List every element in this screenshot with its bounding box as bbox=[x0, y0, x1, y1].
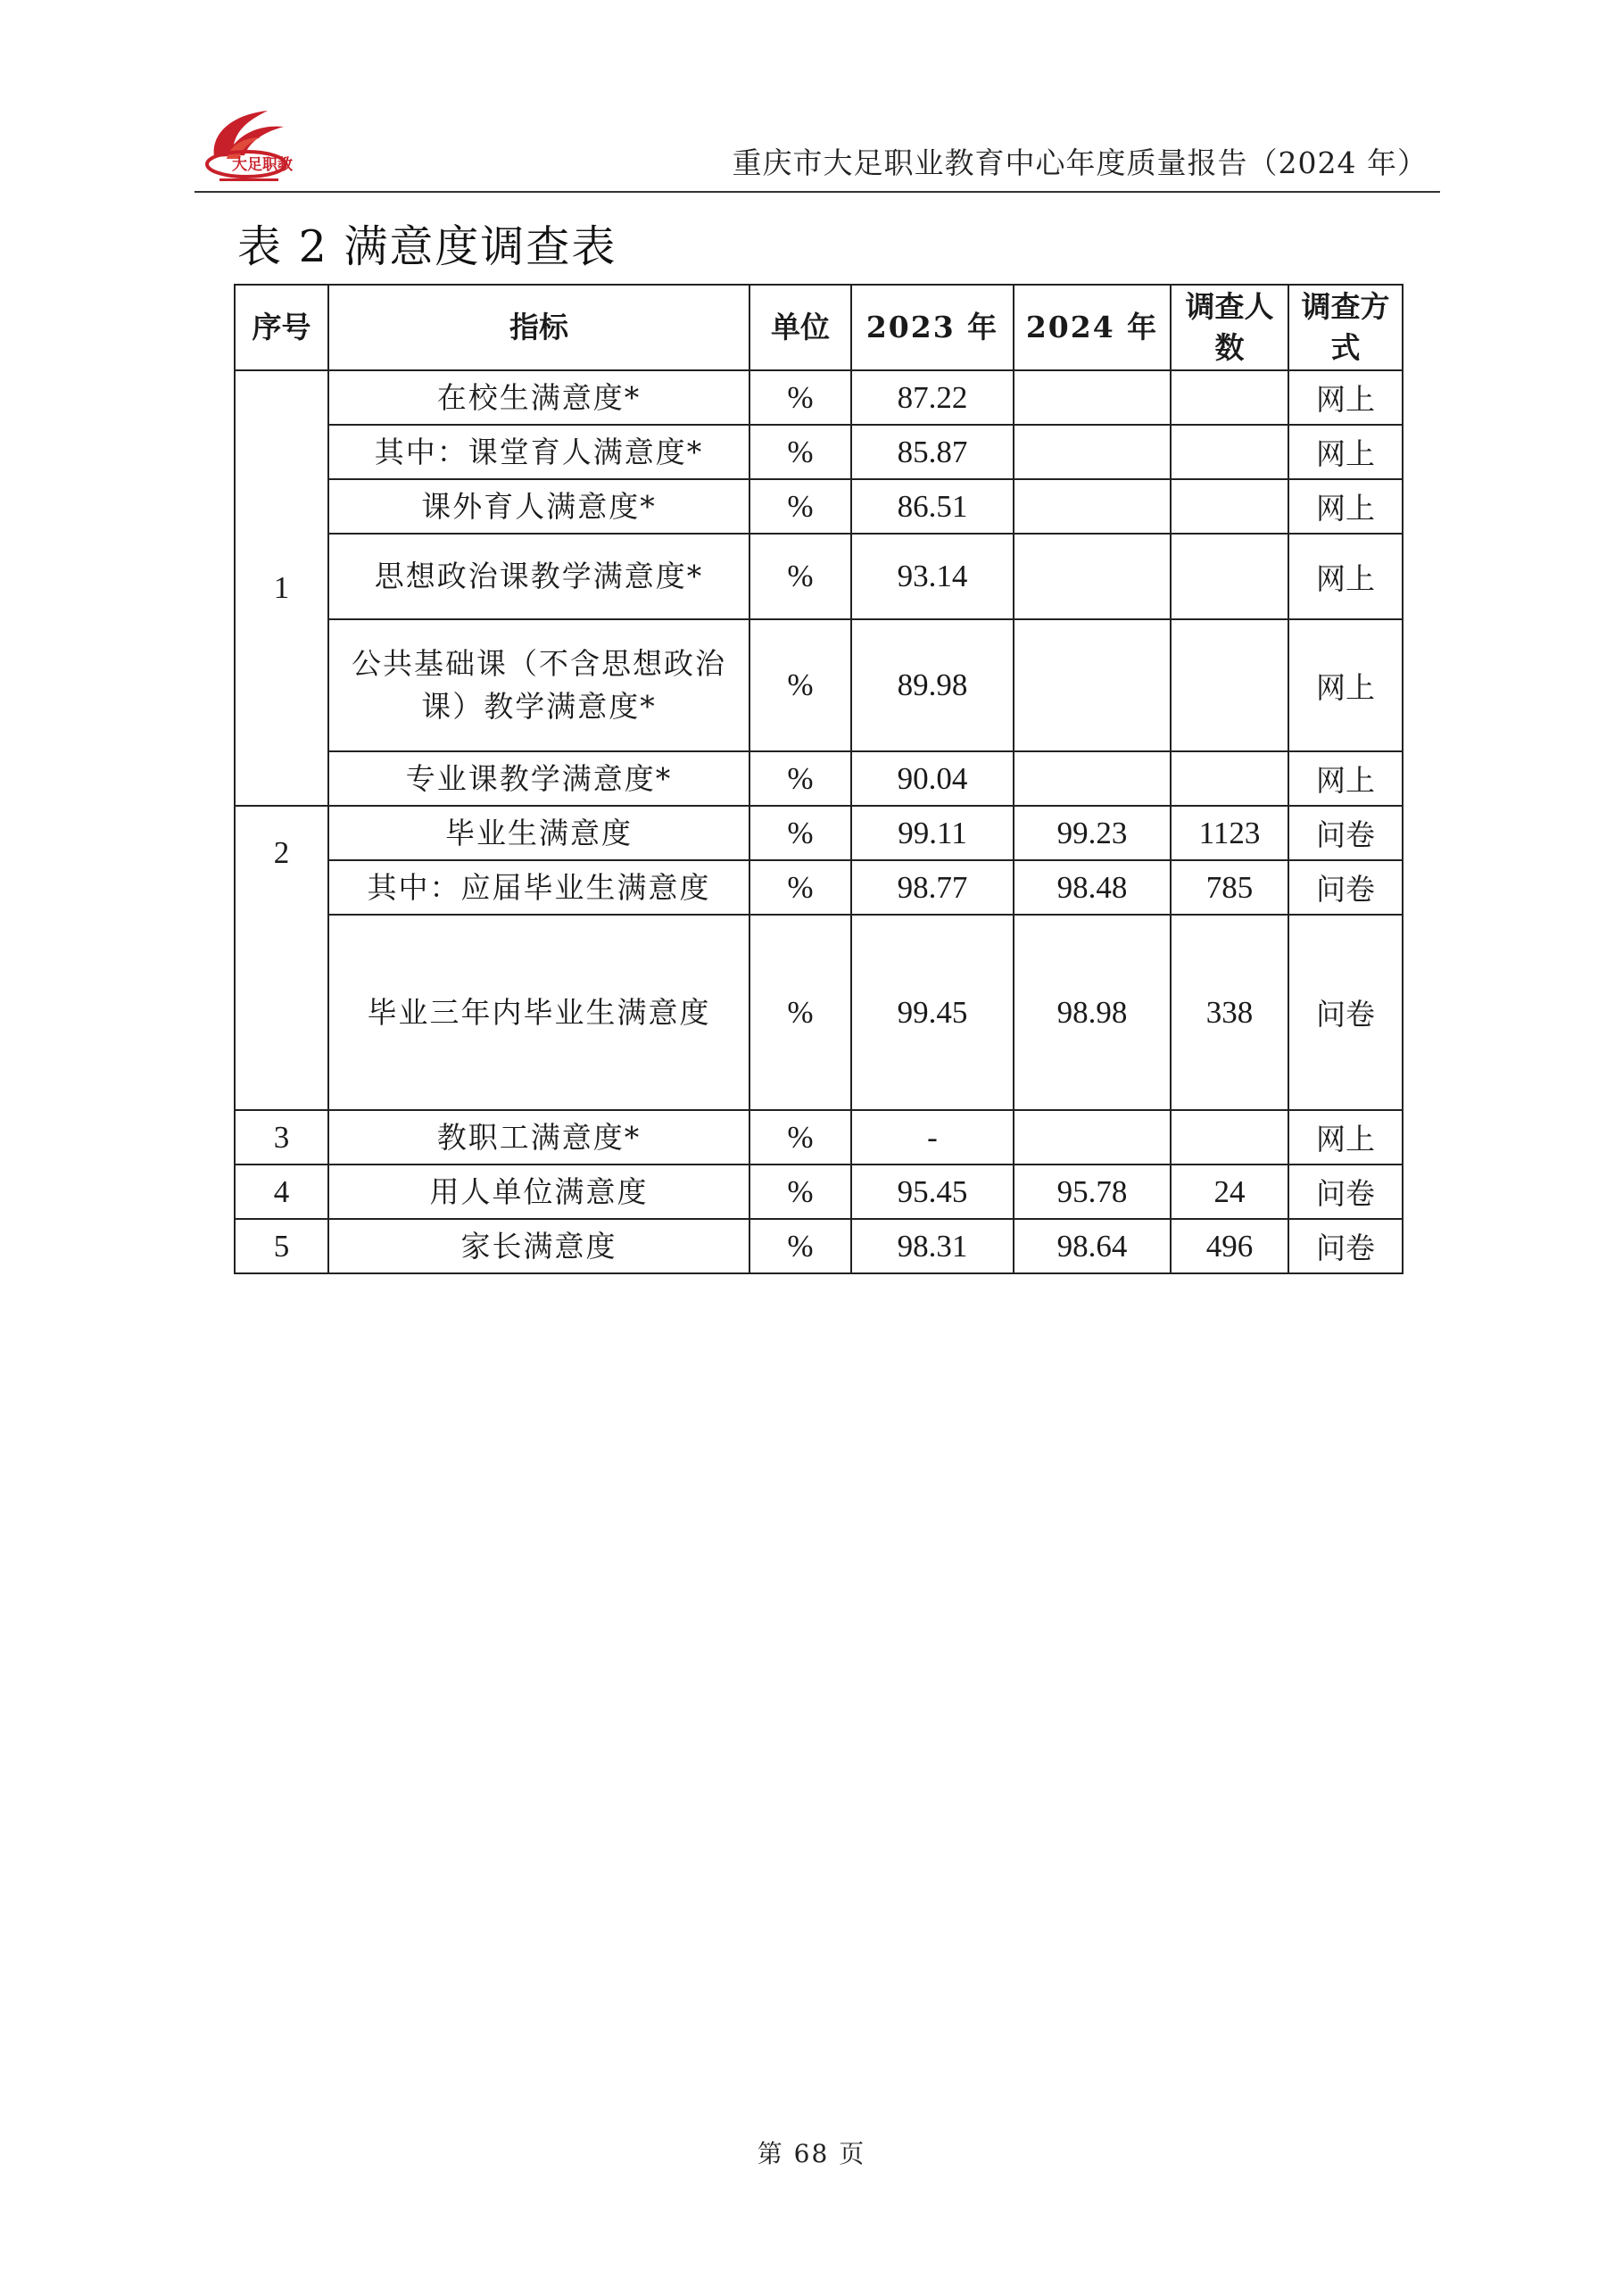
value-2023-cell: 90.04 bbox=[851, 751, 1014, 806]
value-2024-cell: 99.23 bbox=[1014, 806, 1171, 860]
unit-cell: % bbox=[749, 860, 851, 915]
unit-cell: % bbox=[749, 534, 851, 619]
col-header-2024: 2024 年 bbox=[1014, 285, 1171, 370]
value-2023-cell: 98.77 bbox=[851, 860, 1014, 915]
count-cell bbox=[1171, 370, 1288, 425]
value-2024-cell bbox=[1014, 619, 1171, 751]
count-cell bbox=[1171, 425, 1288, 479]
indicator-cell: 其中：应届毕业生满意度 bbox=[328, 860, 749, 915]
method-cell: 网上 bbox=[1288, 425, 1403, 479]
count-cell: 785 bbox=[1171, 860, 1288, 915]
method-cell: 网上 bbox=[1288, 534, 1403, 619]
count-cell: 1123 bbox=[1171, 806, 1288, 860]
method-cell: 问卷 bbox=[1288, 915, 1403, 1110]
method-cell: 网上 bbox=[1288, 370, 1403, 425]
value-2023-cell: 86.51 bbox=[851, 479, 1014, 534]
value-2024-cell bbox=[1014, 425, 1171, 479]
table-row bbox=[235, 534, 1403, 619]
count-cell: 496 bbox=[1171, 1219, 1288, 1273]
method-cell: 网上 bbox=[1288, 751, 1403, 806]
value-2023-cell: 85.87 bbox=[851, 425, 1014, 479]
report-title: 重庆市大足职业教育中心年度质量报告（2024 年） bbox=[732, 145, 1428, 180]
unit-cell: % bbox=[749, 1219, 851, 1273]
svg-text:大足职教: 大足职教 bbox=[232, 156, 293, 174]
satisfaction-table bbox=[234, 284, 1404, 1274]
value-2024-cell bbox=[1014, 534, 1171, 619]
value-2023-cell: 99.45 bbox=[851, 915, 1014, 1110]
value-2024-cell: 98.48 bbox=[1014, 860, 1171, 915]
method-cell: 网上 bbox=[1288, 1110, 1403, 1165]
method-cell: 网上 bbox=[1288, 619, 1403, 751]
value-2023-cell: 93.14 bbox=[851, 534, 1014, 619]
unit-cell: % bbox=[749, 1165, 851, 1219]
value-2024-cell bbox=[1014, 1110, 1171, 1165]
col-header-indicator: 指标 bbox=[328, 285, 749, 370]
count-cell: 24 bbox=[1171, 1165, 1288, 1219]
indicator-cell: 公共基础课（不含思想政治课）教学满意度* bbox=[328, 619, 749, 751]
indicator-cell: 在校生满意度* bbox=[328, 370, 749, 425]
table-header-row bbox=[235, 285, 1403, 370]
value-2023-cell: 87.22 bbox=[851, 370, 1014, 425]
group-number: 4 bbox=[235, 1165, 328, 1219]
method-cell: 问卷 bbox=[1288, 1165, 1403, 1219]
col-header-count: 调查人数 bbox=[1171, 285, 1288, 370]
value-2024-cell bbox=[1014, 751, 1171, 806]
value-2024-cell bbox=[1014, 479, 1171, 534]
unit-cell: % bbox=[749, 751, 851, 806]
value-2024-cell: 98.64 bbox=[1014, 1219, 1171, 1273]
group-number: 1 bbox=[235, 370, 328, 806]
unit-cell: % bbox=[749, 915, 851, 1110]
table-row bbox=[235, 425, 1403, 479]
col-header-method: 调查方式 bbox=[1288, 285, 1403, 370]
table-row bbox=[235, 915, 1403, 1110]
value-2024-cell bbox=[1014, 370, 1171, 425]
table-row bbox=[235, 860, 1403, 915]
indicator-cell: 课外育人满意度* bbox=[328, 479, 749, 534]
indicator-cell: 毕业三年内毕业生满意度 bbox=[328, 915, 749, 1110]
indicator-cell: 用人单位满意度 bbox=[328, 1165, 749, 1219]
group-number: 5 bbox=[235, 1219, 328, 1273]
page-number: 第 68 页 bbox=[757, 2139, 866, 2168]
table-row bbox=[235, 370, 1403, 425]
unit-cell: % bbox=[749, 479, 851, 534]
unit-cell: % bbox=[749, 370, 851, 425]
group-number: 2 bbox=[235, 806, 328, 1110]
method-cell: 网上 bbox=[1288, 479, 1403, 534]
method-cell: 问卷 bbox=[1288, 860, 1403, 915]
value-2023-cell: 98.31 bbox=[851, 1219, 1014, 1273]
table-row bbox=[235, 1219, 1403, 1273]
unit-cell: % bbox=[749, 619, 851, 751]
count-cell bbox=[1171, 751, 1288, 806]
value-2023-cell: - bbox=[851, 1110, 1014, 1165]
table-row bbox=[235, 1165, 1403, 1219]
value-2024-cell: 98.98 bbox=[1014, 915, 1171, 1110]
value-2024-cell: 95.78 bbox=[1014, 1165, 1171, 1219]
count-cell bbox=[1171, 534, 1288, 619]
col-header-unit: 单位 bbox=[749, 285, 851, 370]
table-row bbox=[235, 806, 1403, 860]
method-cell: 问卷 bbox=[1288, 806, 1403, 860]
value-2023-cell: 99.11 bbox=[851, 806, 1014, 860]
count-cell bbox=[1171, 1110, 1288, 1165]
count-cell: 338 bbox=[1171, 915, 1288, 1110]
table-title: 表 2 满意度调查表 bbox=[237, 221, 617, 272]
value-2023-cell: 89.98 bbox=[851, 619, 1014, 751]
indicator-cell: 其中：课堂育人满意度* bbox=[328, 425, 749, 479]
count-cell bbox=[1171, 479, 1288, 534]
count-cell bbox=[1171, 619, 1288, 751]
unit-cell: % bbox=[749, 1110, 851, 1165]
unit-cell: % bbox=[749, 806, 851, 860]
page-header bbox=[195, 105, 1440, 193]
indicator-cell: 专业课教学满意度* bbox=[328, 751, 749, 806]
indicator-cell: 思想政治课教学满意度* bbox=[328, 534, 749, 619]
table-row bbox=[235, 1110, 1403, 1165]
indicator-cell: 家长满意度 bbox=[328, 1219, 749, 1273]
col-header-no: 序号 bbox=[235, 285, 328, 370]
col-header-2023: 2023 年 bbox=[851, 285, 1014, 370]
value-2023-cell: 95.45 bbox=[851, 1165, 1014, 1219]
table-row bbox=[235, 619, 1403, 751]
group-number: 3 bbox=[235, 1110, 328, 1165]
school-logo-icon bbox=[195, 105, 302, 187]
table-row bbox=[235, 751, 1403, 806]
indicator-cell: 毕业生满意度 bbox=[328, 806, 749, 860]
method-cell: 问卷 bbox=[1288, 1219, 1403, 1273]
indicator-cell: 教职工满意度* bbox=[328, 1110, 749, 1165]
unit-cell: % bbox=[749, 425, 851, 479]
table-row bbox=[235, 479, 1403, 534]
